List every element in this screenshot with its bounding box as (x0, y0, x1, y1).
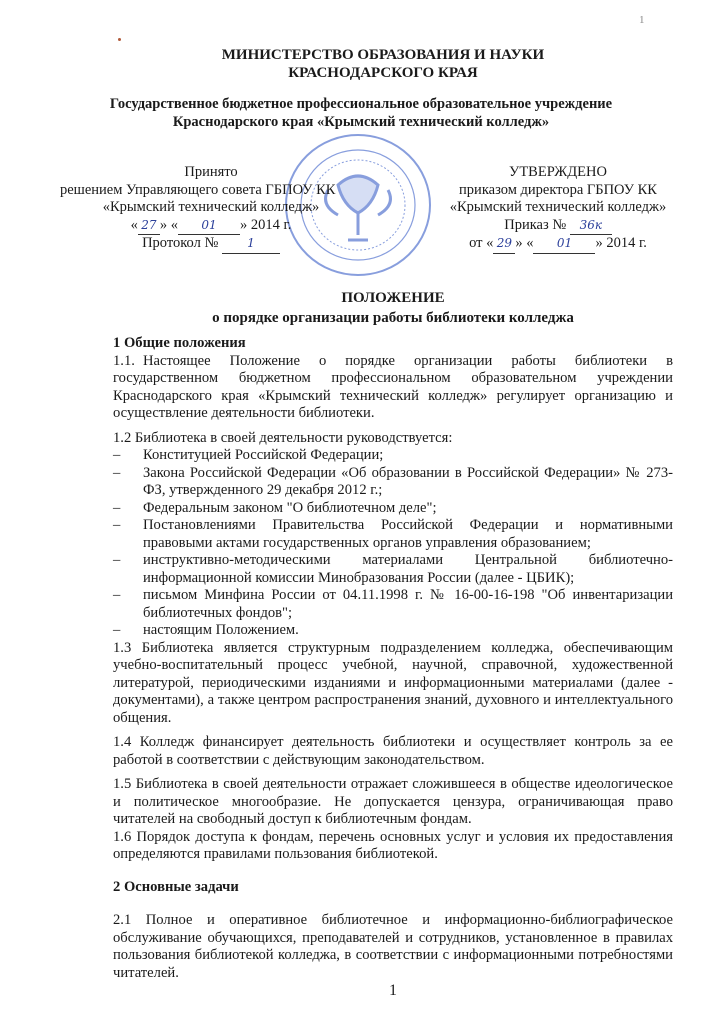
list-item-text: инструктивно-методическими материалами Центральной библиотечно-информационной комиссии Минобразования России (далее - ЦБИК); (143, 552, 673, 586)
approved-line1: приказом директора ГБПОУ КК (459, 181, 657, 198)
accepted-line2: «Крымский технический колледж» (102, 199, 320, 215)
ministry-line: МИНИСТЕРСТВО ОБРАЗОВАНИЯ И НАУКИ (221, 47, 545, 63)
list-item-text: Федеральным законом "О библиотечном деле"; (143, 499, 437, 516)
accepted-date (60, 217, 362, 236)
order-number: 36к (570, 217, 612, 236)
page-number: 1 (389, 982, 397, 999)
corner-page-number: 1 (639, 14, 645, 26)
section-1-heading: 1 Общие положения (113, 335, 246, 351)
institution-line: Краснодарского края «Крымский технический колледж» (172, 114, 550, 130)
dash: – (113, 464, 121, 481)
list-item-text: Конституцией Российской Федерации; (143, 447, 384, 463)
document-subtitle: о порядке организации работы библиотеки колледжа (212, 309, 574, 326)
list-item-text: настоящим Положением. (143, 622, 299, 638)
list-item (113, 587, 673, 622)
dash: – (113, 517, 121, 533)
quote: » « (515, 235, 534, 251)
year: » 2014 г. (239, 216, 292, 233)
ministry-line: КРАСНОДАРСКОГО КРАЯ (288, 65, 478, 81)
document-body (113, 290, 673, 1000)
list-item-text: Постановлениями Правительства Российской Федерации и нормативными правовыми актами государственных органов управления образованием; (143, 517, 673, 551)
accepted-day: 27 (138, 217, 160, 236)
protocol-line (60, 235, 362, 254)
list-item (113, 447, 673, 465)
paragraph-1-5: 1.5 Библиотека в своей деятельности отражает сложившееся в обществе идеологическое и политическое многообразие. Не допускается цензура, ограничивающая право читателей на свободный доступ к библиотечным фондам. (113, 776, 673, 827)
section-2-heading: 2 Основные задачи (113, 878, 239, 895)
from-label: от « (469, 235, 494, 251)
protocol-number: 1 (222, 235, 280, 254)
quote: » « (159, 216, 178, 233)
paragraph-1-3: 1.3 Библиотека является структурным подразделением колледжа, обеспечивающим учебно-воспитательный процесс учебной, научной, справочной, художественной литературой, периодическими изданиями и информационными материалами (далее - документами), а также центром распространения знаний, духовного и интеллектуального общения. (113, 639, 673, 726)
accepted-line1: решением Управляющего совета ГБПОУ КК (60, 181, 336, 198)
order-line (408, 217, 708, 236)
guidance-list (113, 447, 673, 640)
list-item (113, 552, 673, 587)
approved-date (408, 235, 708, 254)
paragraph-1-4: 1.4 Колледж финансирует деятельность библиотеки и осуществляет контроль за ее работой в соответствии с действующим законодательством. (113, 734, 673, 768)
accepted-block (60, 164, 362, 254)
approved-title: УТВЕРЖДЕНО (509, 164, 607, 180)
dash: – (113, 552, 121, 568)
paragraph-2-1: 2.1 Полное и оперативное библиотечное и информационно-библиографическое обслуживание обучающихся, преподавателей и сотрудников, установленное в правилах пользования библиотекой колледжа, в соответствии с информационными потребностями читателей. (113, 912, 673, 981)
paragraph-number: 1.1. (113, 352, 135, 369)
paragraph-1-2: 1.2 Библиотека в своей деятельности руководствуется: (113, 429, 453, 446)
institution-line: Государственное бюджетное профессиональное образовательное учреждение (109, 96, 613, 112)
list-item (113, 500, 673, 518)
approved-day: 29 (493, 235, 515, 254)
dash: – (113, 622, 121, 638)
list-item (113, 622, 673, 640)
approved-line2: «Крымский технический колледж» (449, 199, 667, 215)
document-title: ПОЛОЖЕНИЕ (341, 290, 445, 306)
quote: « (130, 216, 138, 233)
dash: – (113, 499, 121, 516)
protocol-label: Протокол № (142, 235, 219, 251)
list-item (113, 517, 673, 552)
list-item-text: письмом Минфина России от 04.11.1998 г. № 16-00-16-198 "Об инвентаризации библиотечных фондов"; (143, 587, 673, 621)
dash: – (113, 447, 121, 463)
institution-header (0, 95, 722, 131)
order-label: Приказ № (504, 216, 567, 233)
accepted-month: 01 (178, 217, 240, 236)
ministry-header (0, 46, 724, 82)
approved-month: 01 (533, 235, 595, 254)
dash: – (113, 587, 121, 603)
list-item-text: Закона Российской Федерации «Об образовании в Российской Федерации» № 273-ФЗ, утвержденного 29 декабря 2012 г.; (143, 464, 673, 498)
accepted-title: Принято (184, 164, 238, 180)
paragraph-text: Настоящее Положение о порядке организации работы библиотеки в государственном бюджетном профессиональном образовательном учреждении Краснодарского края «Крымский технический колледж» регулирует организацию и осуществление деятельности библиотеки. (113, 352, 673, 421)
list-item (113, 465, 673, 500)
year: » 2014 г. (595, 235, 647, 251)
paragraph-1-1 (113, 353, 673, 423)
scan-speck (118, 38, 121, 41)
approved-block (408, 164, 708, 254)
paragraph-1-6: 1.6 Порядок доступа к фондам, перечень основных услуг и условия их предоставления определяются правилами пользования библиотекой. (113, 828, 673, 862)
